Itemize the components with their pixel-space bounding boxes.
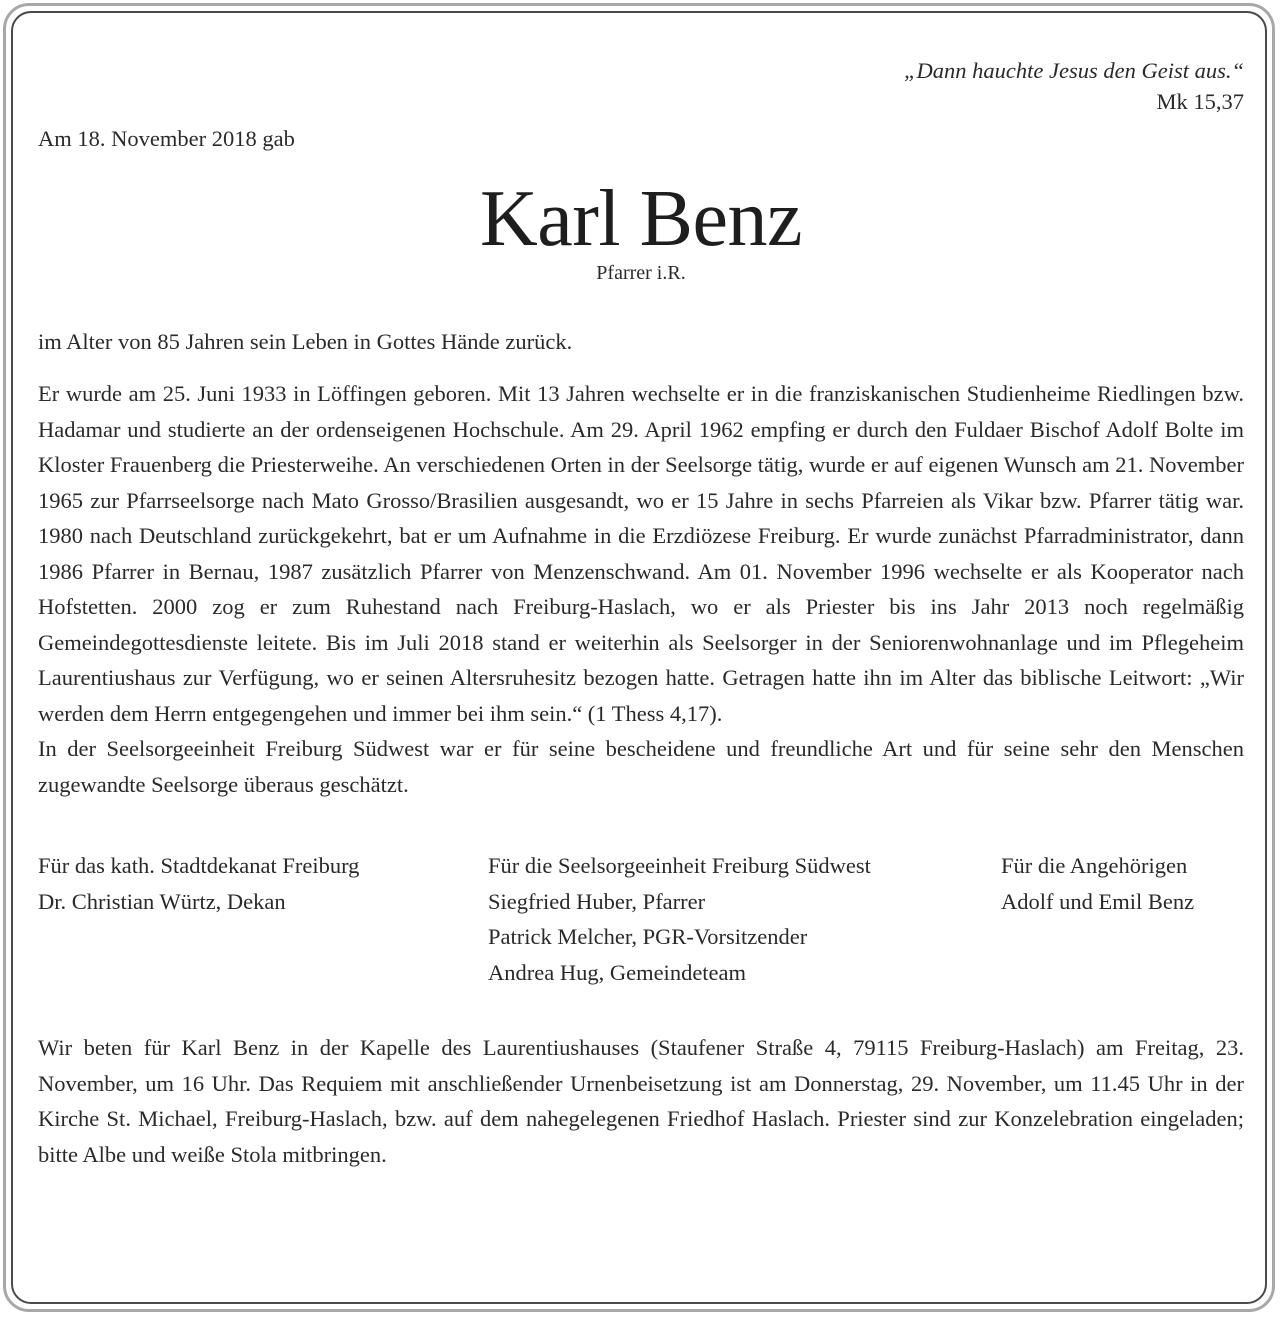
signature-name: Siegfried Huber, Pfarrer [488, 888, 706, 914]
signature-name: Patrick Melcher, PGR-Vorsitzender [488, 924, 808, 949]
deceased-name: Karl Benz [479, 174, 803, 263]
signature-name: Adolf und Emil Benz [1001, 888, 1195, 914]
signature-heading: Für das kath. Stadtdekanat Freiburg [38, 853, 360, 878]
signature-heading: Für die Angehörigen [1001, 853, 1188, 878]
signature-heading: Für die Seelsorgeeinheit Freiburg Südwest [488, 853, 871, 878]
biography-paragraph: Er wurde am 25. Juni 1933 in Löffingen geboren. Mit 13 Jahren wechselte er in die franziskanischen Studienheime Riedlingen bzw. Hadamar und studierte an der ordenseigenen Hochschule. Am 29. April 1962 empfing er durch den Fuldaer Bischof Adolf Bolte im Kloster Frauenberg die Priesterweihe. An verschiedenen Orten in der Seelsorge tätig, wurde er auf eigenen Wunsch am 21. November 1965 zur Pfarrseelsorge nach Mato Grosso/Brasilien ausgesandt, wo er 15 Jahre in sechs Pfarreien als Vikar bzw. Pfarrer tätig war. 1980 nach Deutschland zurückgekehrt, bat er um Aufnahme in die Erzdiözese Freiburg. Er wurde zunächst Pfarradministrator, dann 1986 Pfarrer in Bernau, 1987 zusätzlich Pfarrer von Menzenschwand. Am 01. November 1996 wechselte er als Kooperator nach Hofstetten. 2000 zog er zum Ruhestand nach Freiburg-Haslach, wo er als Priester bis ins Jahr 2013 noch regelmäßig Gemeindegottesdienste leitete. Bis im Juli 2018 stand er weiterhin als Seelsorger in der Seniorenwohnanlage und im Pflegeheim Laurentiushaus zur Verfügung, wo er seinen Altersruhesitz bezogen hatte. Getragen hatte ihn im Alter das biblische Leitwort: „Wir werden dem Herrn entgegengehen und immer bei ihm sein.“ (1 Thess 4,17). [38, 381, 1244, 726]
deceased-title: Pfarrer i.R. [596, 261, 686, 284]
signature-name: Dr. Christian Würtz, Dekan [38, 888, 286, 914]
obituary-notice [38, 56, 1244, 1172]
motto-reference: Mk 15,37 [1156, 89, 1244, 114]
signatures [38, 848, 1244, 988]
service-information: Wir beten für Karl Benz in der Kapelle des Laurentiushauses (Staufener Straße 4, 79115 Freiburg-Haslach) am Freitag, 23. November, um 16 Uhr. Das Requiem mit anschließender Urnenbeisetzung ist am Donnerstag, 29. November, um 11.45 Uhr in der Kirche St. Michael, Freiburg-Haslach, bzw. auf dem nahegelegenen Friedhof Haslach. Priester sind zur Konzelebration eingeladen; bitte Albe und weiße Stola mitbringen. [38, 1035, 1244, 1167]
motto-quote: „Dann hauchte Jesus den Geist aus.“ [904, 58, 1244, 83]
age-line: im Alter von 85 Jahren sein Leben in Gottes Hände zurück. [38, 328, 573, 354]
appreciation-paragraph: In der Seelsorgeeinheit Freiburg Südwest war er für seine bescheidene und freundliche Art und für seine sehr den Menschen zugewandte Seelsorge überaus geschätzt. [38, 736, 1244, 797]
signature-block-relatives [1001, 848, 1194, 919]
signature-name: Andrea Hug, Gemeindeteam [488, 959, 747, 985]
signature-block-parish-unit [488, 848, 871, 990]
bible-motto [38, 56, 1244, 118]
signature-block-deanery [38, 848, 359, 919]
intro-line: Am 18. November 2018 gab [38, 126, 295, 151]
